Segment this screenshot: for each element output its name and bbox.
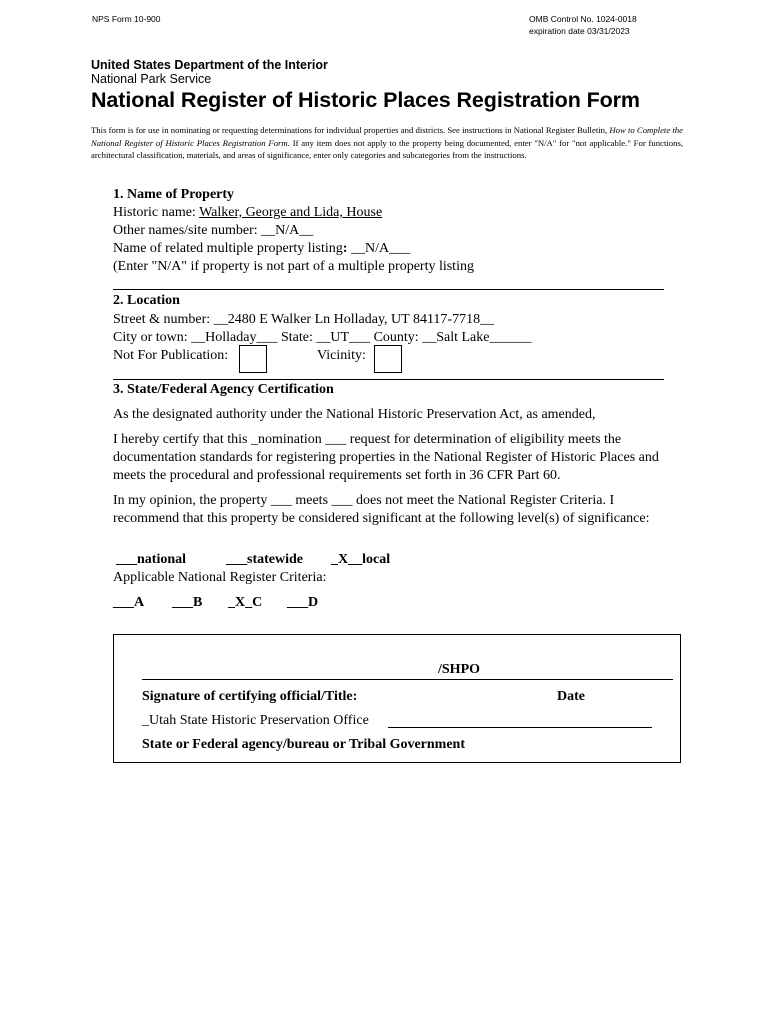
intro-paragraph bbox=[91, 124, 683, 162]
vicinity-checkbox[interactable] bbox=[374, 345, 402, 373]
office-line bbox=[388, 727, 652, 728]
certifying-office[interactable]: _Utah State Historic Preservation Office bbox=[142, 713, 369, 728]
level-national[interactable]: ___national bbox=[116, 552, 187, 567]
section-divider bbox=[113, 289, 664, 290]
section3-heading: 3. State/Federal Agency Certification bbox=[113, 382, 334, 397]
expiration-date: expiration date 03/31/2023 bbox=[529, 26, 630, 36]
section2-heading: 2. Location bbox=[113, 293, 180, 308]
signature-label: Signature of certifying official/Title: bbox=[142, 689, 358, 704]
multiple-listing-note: (Enter "N/A" if property is not part of a multiple property listing bbox=[113, 259, 474, 274]
bulletin-title: How to Complete the National Register of Historic Places Registration Form. bbox=[91, 125, 683, 148]
date-label: Date bbox=[557, 689, 585, 704]
criteria-d[interactable]: ___D bbox=[287, 595, 319, 610]
other-names-label: Other names/site number: bbox=[113, 223, 262, 238]
historic-name-label: Historic name: bbox=[113, 205, 200, 220]
street-row bbox=[113, 311, 494, 329]
state-value[interactable]: __UT___ bbox=[316, 330, 371, 345]
historic-name-row bbox=[113, 204, 382, 222]
county-label: County: bbox=[370, 330, 423, 345]
related-listing-label: Name of related multiple property listing bbox=[113, 241, 343, 256]
related-listing-colon: : bbox=[342, 241, 351, 256]
department-name: United States Department of the Interior bbox=[91, 58, 328, 72]
not-for-publication-checkbox[interactable] bbox=[239, 345, 267, 373]
city-value[interactable]: __Holladay___ bbox=[191, 330, 278, 345]
intro-part1: This form is for use in nominating or requesting determinations for individual properties and districts. See instructions in National Register Bulletin, bbox=[91, 125, 608, 135]
other-names-value[interactable]: __N/A__ bbox=[261, 223, 314, 238]
section-divider bbox=[113, 379, 664, 380]
street-label: Street & number: bbox=[113, 312, 214, 327]
criteria-c[interactable]: _X_C bbox=[228, 595, 263, 610]
agency-label: State or Federal agency/bureau or Tribal Government bbox=[142, 737, 466, 752]
city-state-county-row bbox=[113, 329, 531, 347]
street-value[interactable]: __2480 E Walker Ln Holladay, UT 84117-7718__ bbox=[213, 312, 495, 327]
form-id: NPS Form 10-900 bbox=[92, 14, 161, 24]
agency-name: National Park Service bbox=[91, 72, 212, 86]
section1-heading: 1. Name of Property bbox=[113, 187, 235, 202]
state-label: State: bbox=[277, 330, 317, 345]
omb-control-number: OMB Control No. 1024-0018 bbox=[529, 14, 637, 24]
other-names-row bbox=[113, 222, 313, 240]
related-listing-row bbox=[113, 240, 410, 258]
level-statewide[interactable]: ___statewide bbox=[226, 552, 303, 567]
signature-line[interactable] bbox=[142, 679, 673, 680]
shpo-label: /SHPO bbox=[438, 662, 481, 677]
related-listing-value[interactable]: __N/A___ bbox=[350, 241, 411, 256]
criteria-a[interactable]: ___A bbox=[113, 595, 145, 610]
county-value[interactable]: __Salt Lake______ bbox=[422, 330, 532, 345]
city-label: City or town: bbox=[113, 330, 192, 345]
historic-name-value[interactable]: Walker, George and Lida, House bbox=[199, 205, 383, 220]
authority-statement: As the designated authority under the National Historic Preservation Act, as amended, bbox=[113, 407, 596, 422]
level-local[interactable]: _X__local bbox=[331, 552, 391, 567]
criteria-b[interactable]: ___B bbox=[172, 595, 203, 610]
not-for-publication-label: Not For Publication: bbox=[113, 348, 229, 363]
intro-part2: If any item does not apply to the property being documented, enter "N/A" for "not applicable." For functions, architectural classification, materials, and areas of significance, enter only categories and subcategories from the instructions. bbox=[91, 137, 684, 160]
opinion-statement: In my opinion, the property ___ meets ___ does not meet the National Register Criteria. I recommend that this property be considered significant at the following level(s) of significance: bbox=[113, 493, 650, 526]
vicinity-label: Vicinity: bbox=[317, 348, 366, 363]
certification-statement: I hereby certify that this _nomination ___ request for determination of eligibility meets the documentation standards for registering properties in the National Register of Historic Places and meets the procedural and professional requirements set forth in 36 CFR Part 60. bbox=[113, 432, 659, 483]
criteria-label: Applicable National Register Criteria: bbox=[113, 570, 327, 585]
page-title: National Register of Historic Places Registration Form bbox=[91, 88, 640, 112]
